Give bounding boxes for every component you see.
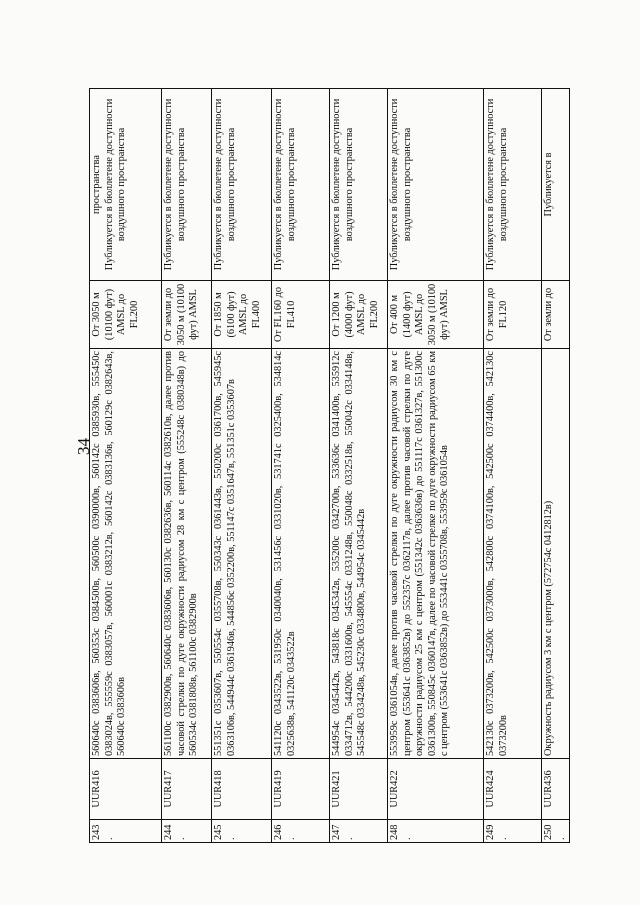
zone-publication	[90, 89, 162, 281]
table-row	[162, 89, 212, 843]
table-row	[212, 89, 272, 843]
zone-code: UUR436	[542, 759, 570, 820]
zone-publication: Публикуется в бюллетене доступности воздушного пространства	[330, 89, 388, 281]
zone-code: UUR419	[272, 759, 330, 820]
zone-coordinates: 560640с 0383606в, 560353с 0384500в, 560500с 0390000в, 560142с 0385930в, 555450с 0383024в, 555559с 0383057в, 560001с 0383212в, 560142с 0383136в, 560129с 0382643в, 560640с 0383606в	[90, 349, 162, 759]
zone-altitude: От земли до 3050 м (10100 фут) AMSL	[162, 281, 212, 349]
zone-altitude: От 1200 м (4000 фут) AMSL до FL200	[330, 281, 388, 349]
zone-coordinates: 551351с 0353607в, 550554с 0355708в, 550343с 0361443в, 550200с 0361700в, 545945с 0363106в, 544944с 0361946в, 544856с 0352200в, 551147с 0351647в, 551351с 0353607в	[212, 349, 272, 759]
table-row	[484, 89, 542, 843]
table-row	[330, 89, 388, 843]
table-row	[388, 89, 484, 843]
row-number: 243.	[90, 820, 162, 843]
row-number: 249.	[484, 820, 542, 843]
zone-publication: Публикуется в бюллетене доступности воздушного пространства	[388, 89, 484, 281]
zone-altitude: От 1850 м (6100 фут) AMSL до FL400	[212, 281, 272, 349]
row-number: 245.	[212, 820, 272, 843]
table-row	[542, 89, 570, 843]
zone-code: UUR417	[162, 759, 212, 820]
publication-text: Публикуется в бюллетене доступности воздушного пространства	[103, 98, 128, 271]
zone-altitude: От земли до FL120	[484, 281, 542, 349]
rotated-table-container	[89, 88, 570, 843]
zone-publication: Публикуется в	[542, 89, 570, 281]
zone-altitude: От FL160 до FL410	[272, 281, 330, 349]
zone-coordinates: 541120с 0343522в, 531950с 0340040в, 531456с 0331020в, 531741с 0325400в, 534814с 0325638в, 541120с 0343522в	[272, 349, 330, 759]
zone-altitude: От 3050 м (10100 фут) AMSL до FL200	[90, 281, 162, 349]
zone-code: UUR422	[388, 759, 484, 820]
row-number: 248.	[388, 820, 484, 843]
zone-code: UUR424	[484, 759, 542, 820]
zone-code: UUR418	[212, 759, 272, 820]
zone-altitude: От 400 м (1400 фут) AMSL до 3050 м (10100 фут) AMSL	[388, 281, 484, 349]
zone-publication: Публикуется в бюллетене доступности воздушного пространства	[212, 89, 272, 281]
row-number: 250.	[542, 820, 570, 843]
zone-code: UUR416	[90, 759, 162, 820]
row-number: 246.	[272, 820, 330, 843]
airspace-table	[89, 88, 570, 843]
zone-publication: Публикуется в бюллетене доступности воздушного пространства	[484, 89, 542, 281]
zone-coordinates: 542130с 0373200в, 542500с 0373000в, 542800с 0374100в, 542500с 0374400в, 542130с 0373200в	[484, 349, 542, 759]
table-row	[90, 89, 162, 843]
zone-publication: Публикуется в бюллетене доступности воздушного пространства	[162, 89, 212, 281]
row-number: 244.	[162, 820, 212, 843]
zone-publication: Публикуется в бюллетене доступности воздушного пространства	[272, 89, 330, 281]
zone-altitude: От земли до	[542, 281, 570, 349]
row-number: 247.	[330, 820, 388, 843]
zone-coordinates: 553959с 0361054в, далее против часовой стрелки по дуге окружности радиусом 30 км с центром (553641с 0363852в) до 552357с 0362117в, далее против часовой стрелки по дуге окружности радиусом 25 км с центром (551342с 0363636в) до 551117с 0361327в, 551300с 0361300в, 550845с 0360147в, далее по часовой стрелке по дуге окружности радиусом 65 км с центром (553641с 0363852в) до 553441с 0355708в, 553959с 0361054в	[388, 349, 484, 759]
page-number: 34	[74, 438, 93, 455]
continued-text: пространства	[91, 155, 102, 214]
table-row	[272, 89, 330, 843]
zone-coordinates: 544954с 0345442в, 543818с 0345342в, 535200с 0342700в, 533636с 0341400в, 535912с 0334712в, 544200с 0331600в, 545554с 0331248в, 550048с 0332518в, 550042с 0334148в, 545548с 0334248в, 545230с 0334800в, 544954с 0345442в	[330, 349, 388, 759]
zone-code: UUR421	[330, 759, 388, 820]
zone-coordinates: Окружность радиусом 3 км с центром (572754с 0412812в)	[542, 349, 570, 759]
zone-coordinates: 561100с 0382900в, 560640с 0383606в, 560130с 0382636в, 560114с 0382610в, далее против часовой стрелки по дуге окружности радиусом 28 км с центром (555248с 0380348в) до 560534с 0381808в, 561100с 0382900в	[162, 349, 212, 759]
